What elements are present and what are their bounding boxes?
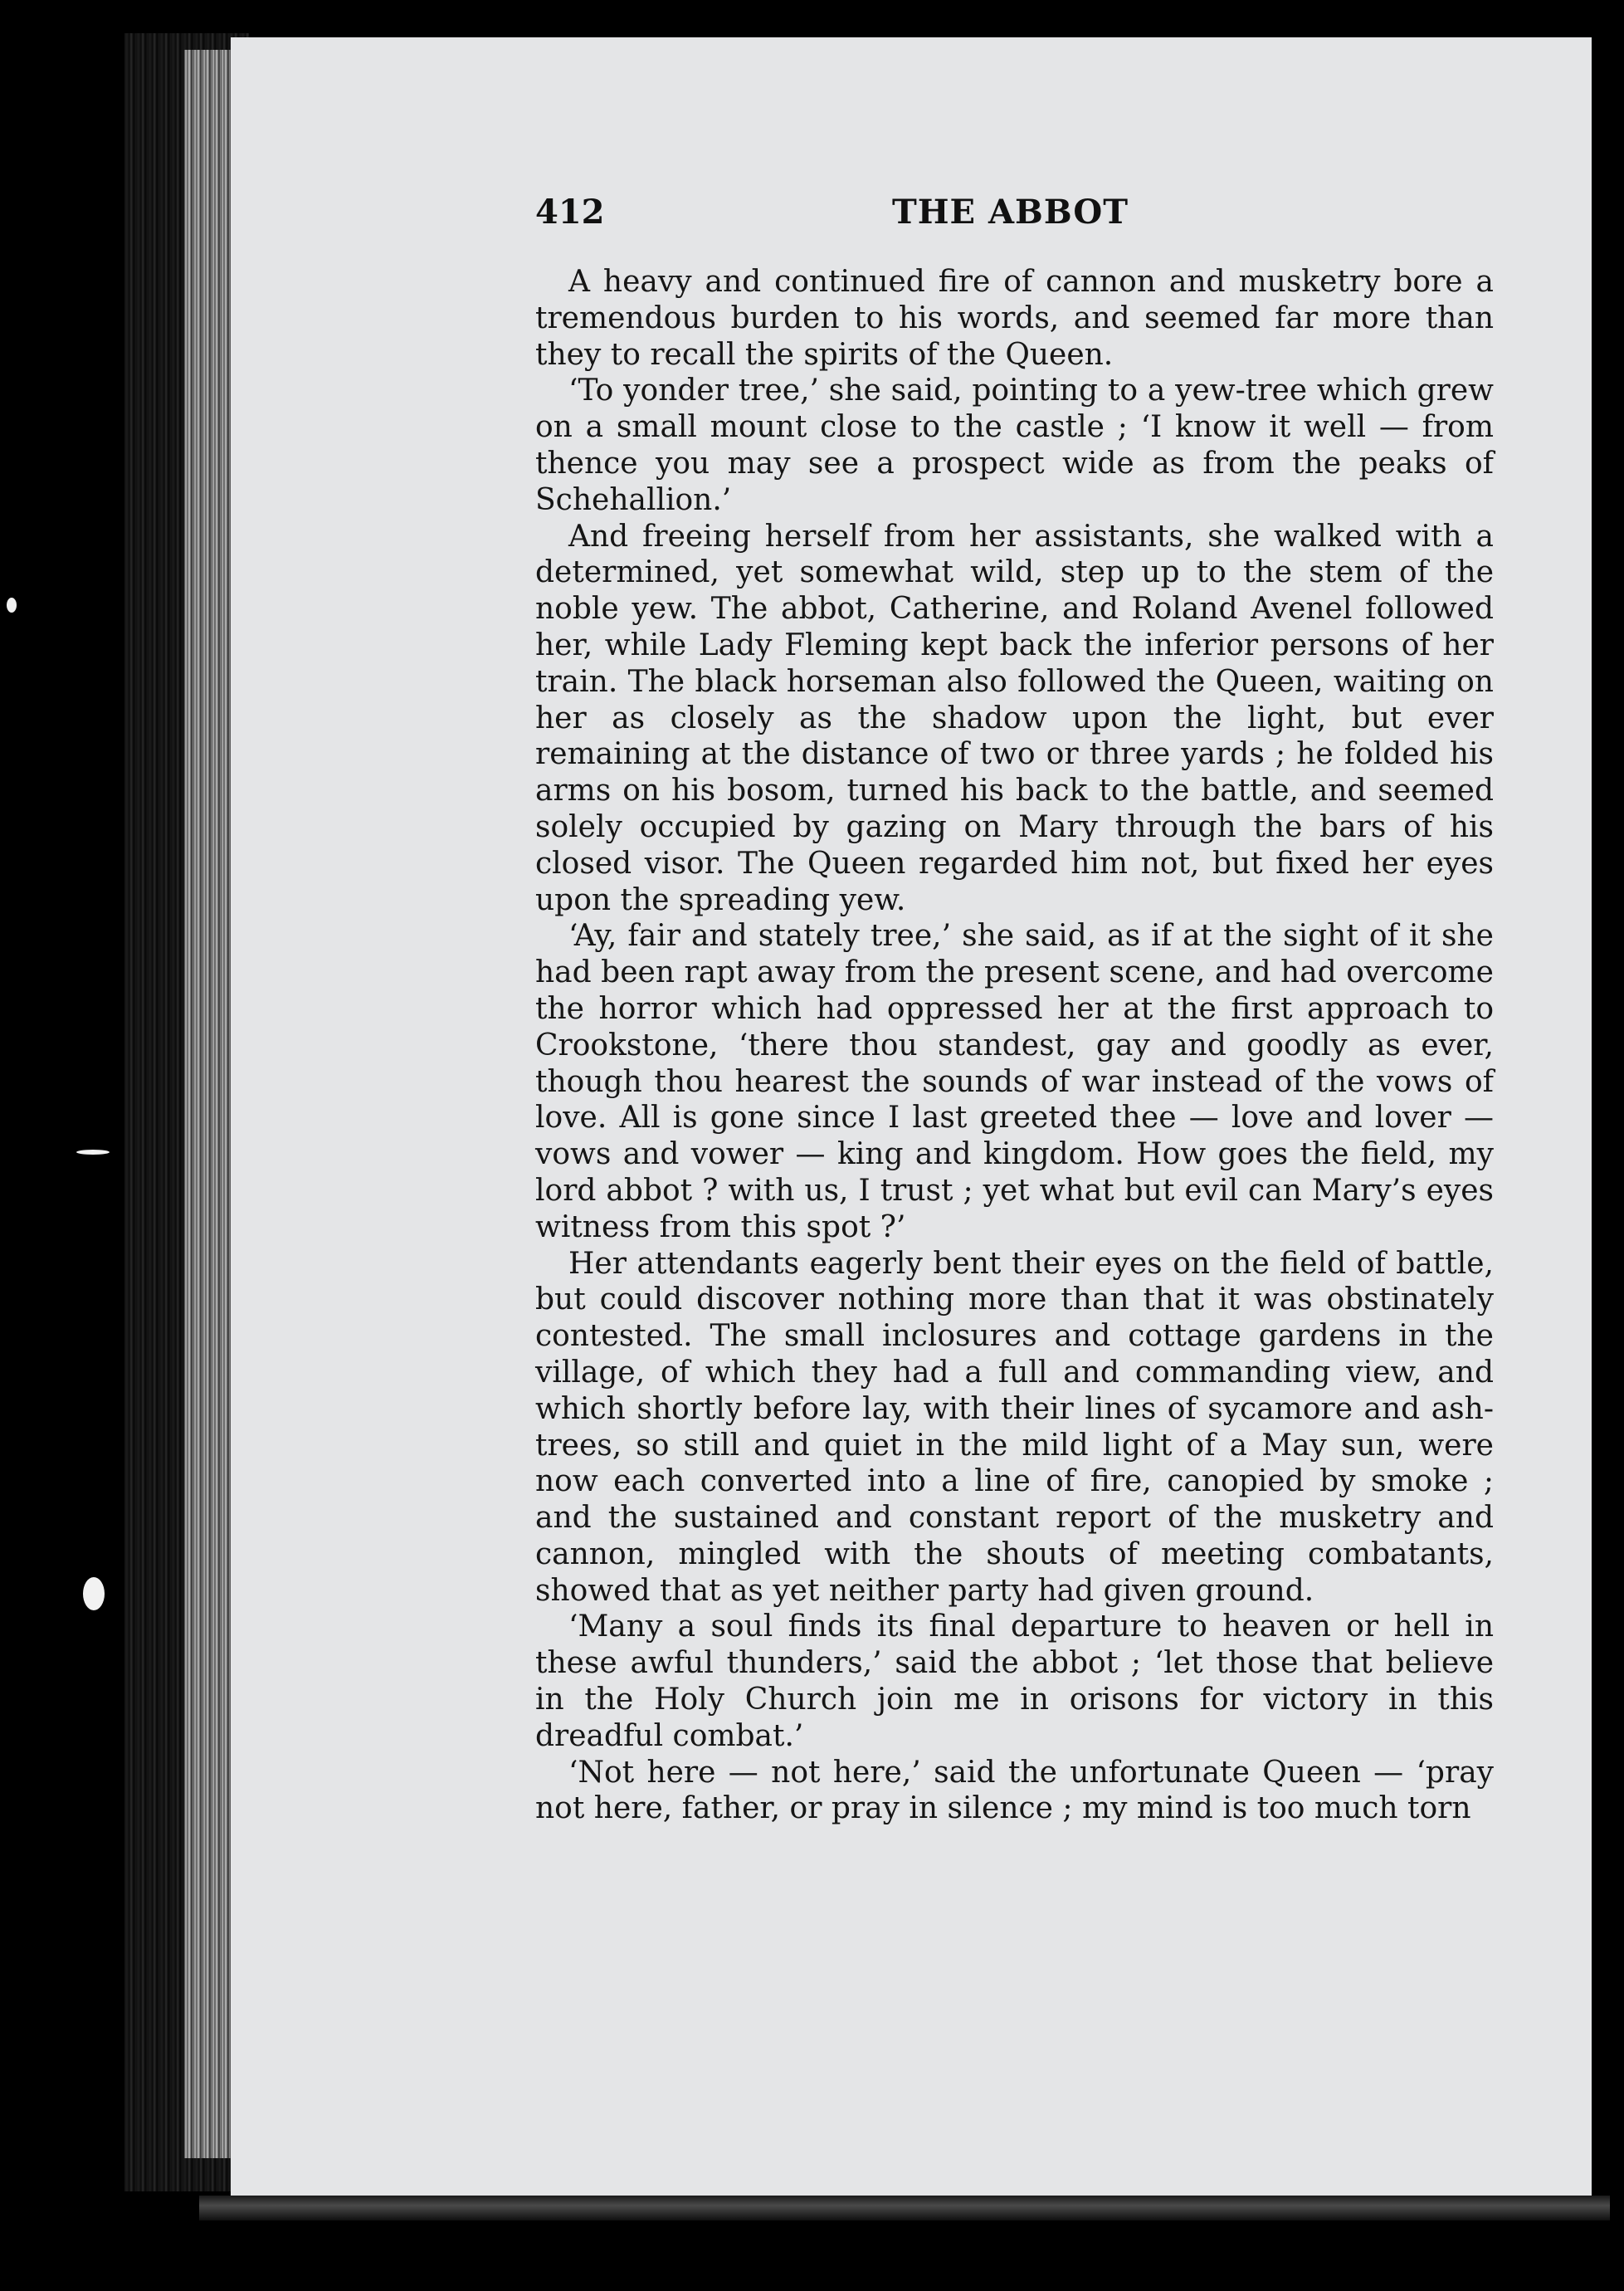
book-title: THE ABBOT [892,193,1129,232]
paragraph: ‘Ay, fair and stately tree,’ she said, as if at the sight of it she had been rapt away from the present scene, and had overcome the horror which had oppressed her at the first approach to Crookstone, ‘there thou standest, gay and goodly as ever, though thou hearest the sounds of war instead of the vows of love. All is gone since I last greeted thee — love and lover — vows and vower — king and kingdom. How goes the field, my lord abbot ? with us, I trust ; yet what but evil can Mary’s eyes witness from this spot ?’ [535,919,1494,1244]
book-fore-edge-highlight [184,50,234,2158]
body-text [535,264,1494,1827]
page-number: 412 [535,193,605,232]
paragraph: Her attendants eagerly bent their eyes on the field of battle, but could discover nothing more than that it was obstinately contested. The small inclosures and cottage gardens in the village, of which they had a full and commanding view, and which shortly before lay, with their lines of sycamore and ash-trees, so still and quiet in the mild light of a May sun, were now each converted into a line of fire, canopied by smoke ; and the sustained and constant report of the musketry and cannon, mingled with the shouts of meeting combatants, showed that as yet neither party had given ground. [535,1246,1494,1608]
paragraph: And freeing herself from her assistants, she walked with a determined, yet somewhat wild, step up to the stem of the noble yew. The abbot, Catherine, and Roland Avenel followed her, while Lady Fleming kept back the inferior persons of her train. The black horseman also followed the Queen, waiting on her as closely as the shadow upon the light, but ever remaining at the distance of two or three yards ; he folded his arms on his bosom, turned his back to the battle, and seemed solely occupied by gazing on Mary through the bars of his closed visor. The Queen regarded him not, but fixed her eyes upon the spreading yew. [535,519,1494,917]
paragraph: ‘Many a soul finds its final departure to heaven or hell in these awful thunders,’ said the abbot ; ‘let those that believe in the Holy Church join me in orisons for victory in this dreadful combat.’ [535,1610,1494,1753]
paragraph: A heavy and continued fire of cannon and musketry bore a tremendous burden to his words, and seemed far more than they to recall the spirits of the Queen. [535,265,1494,372]
scan-speck [83,1577,105,1610]
scan-speck [76,1150,110,1155]
scan-speck [7,598,17,613]
page-bottom-edge [199,2196,1610,2220]
paragraph: ‘Not here — not here,’ said the unfortunate Queen — ‘pray not here, father, or pray in silence ; my mind is too much torn [535,1755,1494,1826]
running-head [535,193,1494,242]
paragraph: ‘To yonder tree,’ she said, pointing to a yew-tree which grew on a small mount close to the castle ; ‘I know it well — from thence you may see a prospect wide as from the peaks of Schehallion.’ [535,374,1494,517]
